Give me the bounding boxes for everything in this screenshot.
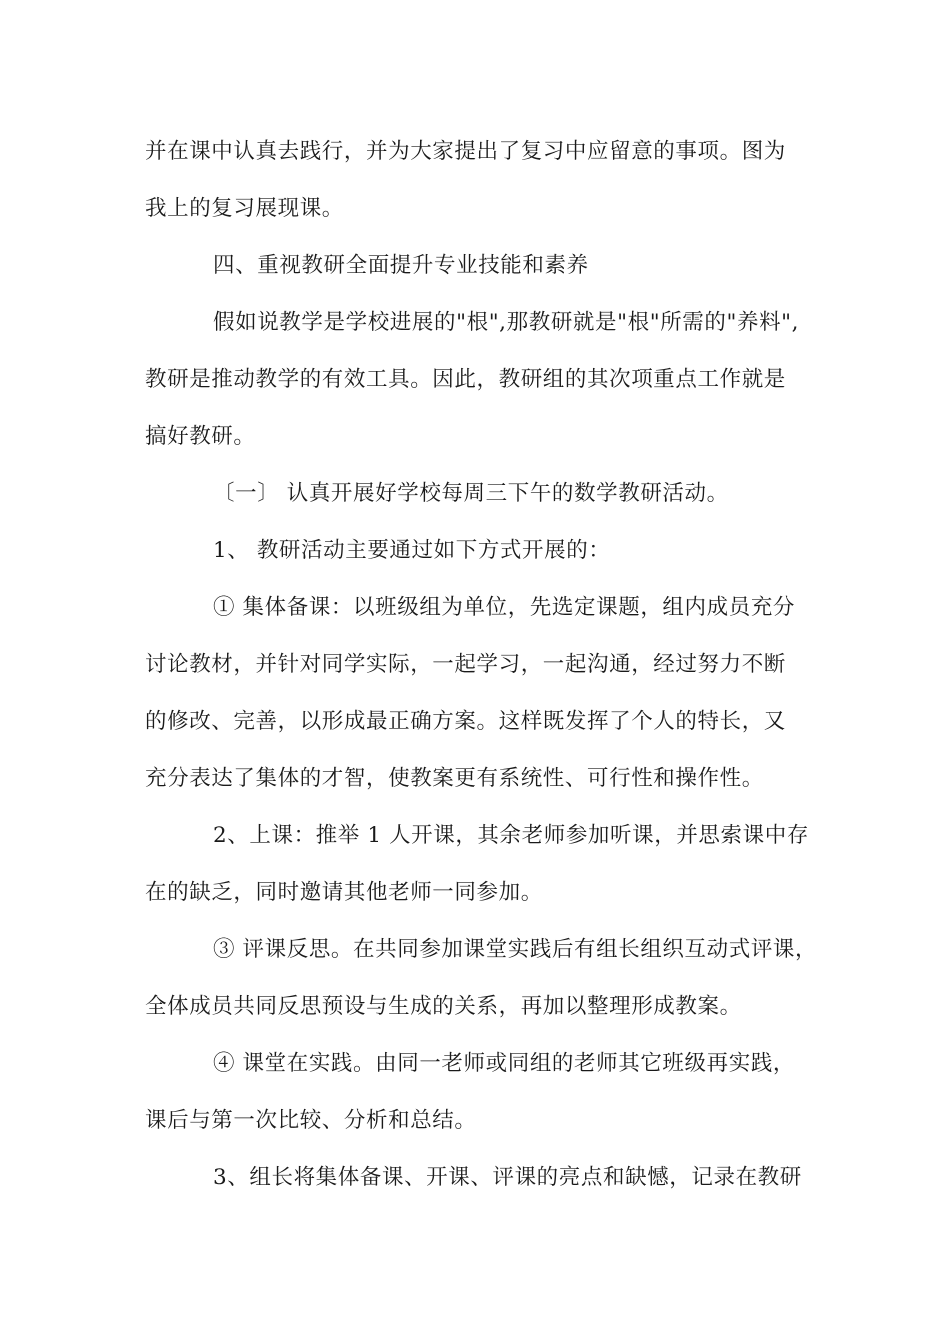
list-item: ③ 评课反思。在共同参加课堂实践后有组长组织互动式评课， xyxy=(213,937,818,962)
subsection-heading: 〔一〕 认真开展好学校每周三下午的数学教研活动。 xyxy=(213,481,729,506)
paragraph-line: 全体成员共同反思预设与生成的关系，再加以整理形成教案。 xyxy=(145,994,742,1019)
paragraph-line: 假如说教学是学校进展的"根",那教研就是"根"所需的"养料", xyxy=(213,310,800,335)
paragraph-line: 的修改、完善，以形成最正确方案。这样既发挥了个人的特长，又 xyxy=(145,709,786,734)
list-item: 1、 教研活动主要通过如下方式开展的： xyxy=(213,538,611,563)
paragraph-line: 教研是推动教学的有效工具。因此，教研组的其次项重点工作就是 xyxy=(145,367,786,392)
paragraph-line: 我上的复习展现课。 xyxy=(145,196,344,221)
section-heading: 四、重视教研全面提升专业技能和素养 xyxy=(213,253,589,278)
list-item: 3、组长将集体备课、开课、评课的亮点和缺憾，记录在教研 xyxy=(213,1165,802,1190)
paragraph-line: 充分表达了集体的才智，使教案更有系统性、可行性和操作性。 xyxy=(145,766,764,791)
list-item: ① 集体备课：以班级组为单位，先选定课题，组内成员充分 xyxy=(213,595,796,620)
paragraph-line: 在的缺乏，同时邀请其他老师一同参加。 xyxy=(145,880,543,905)
paragraph-line: 搞好教研。 xyxy=(145,424,256,449)
paragraph-line: 并在课中认真去践行，并为大家提出了复习中应留意的事项。图为 xyxy=(145,139,786,164)
list-item: 2、上课：推举 1 人开课，其余老师参加听课，并思索课中存 xyxy=(213,823,809,848)
list-item: ④ 课堂在实践。由同一老师或同组的老师其它班级再实践， xyxy=(213,1051,796,1076)
paragraph-line: 讨论教材，并针对同学实际，一起学习，一起沟通，经过努力不断 xyxy=(145,652,786,677)
paragraph-line: 课后与第一次比较、分析和总结。 xyxy=(145,1108,477,1133)
